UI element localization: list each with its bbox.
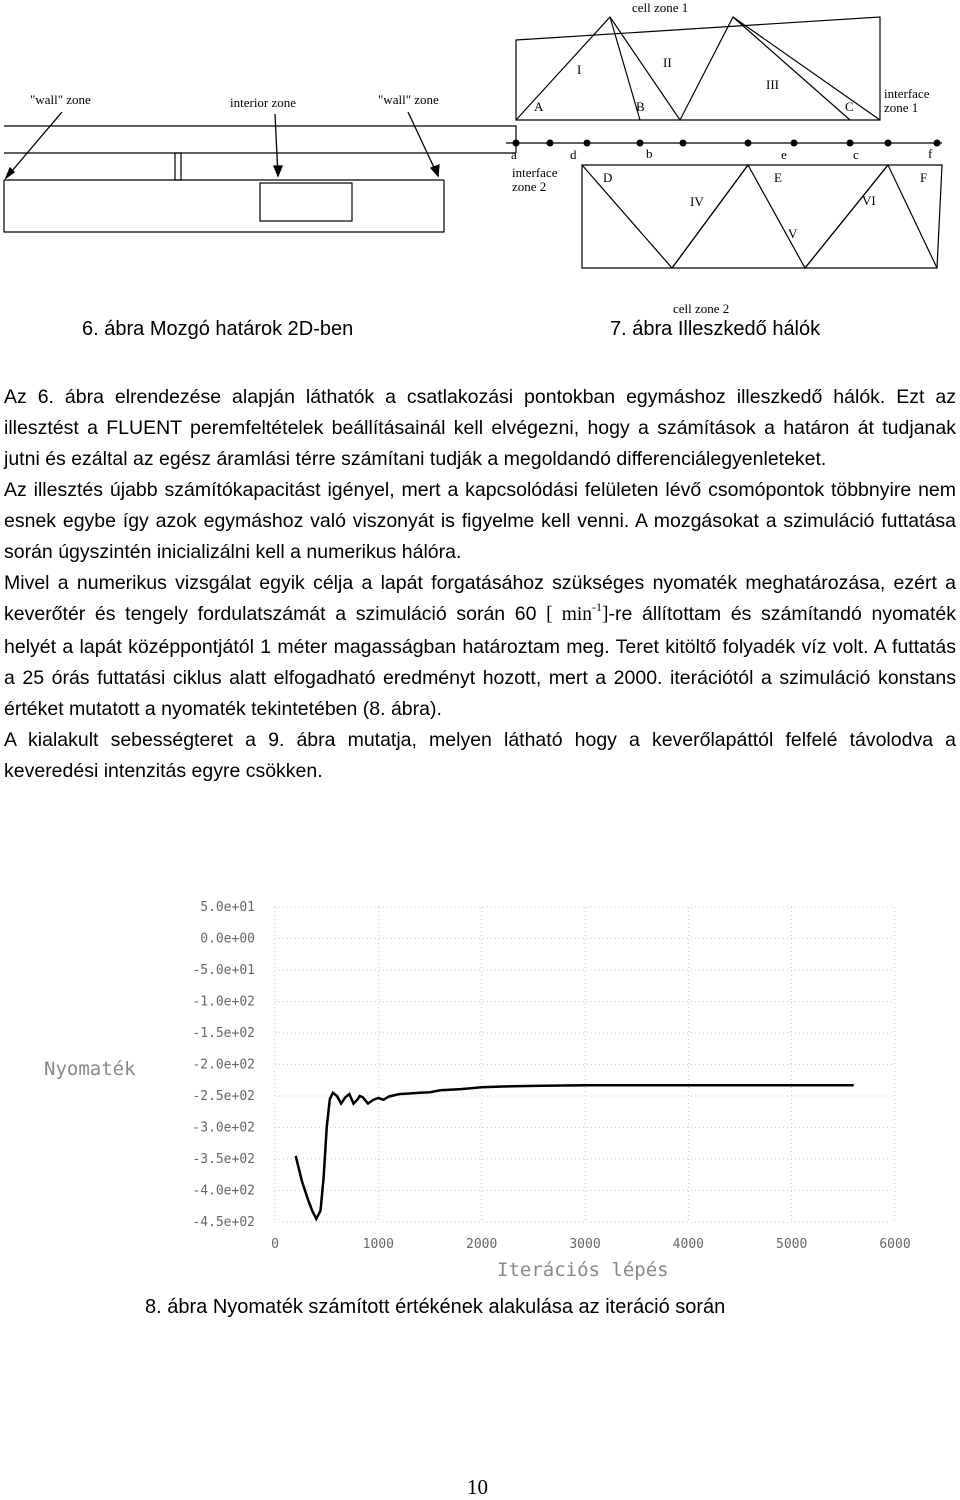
figure-8-caption: 8. ábra Nyomaték számított értékének alakulása az iteráció során [145,1296,726,1318]
chart-y-tick-label: -1.0e+02 [192,994,255,1010]
chart-x-tick-label: 0 [271,1237,279,1252]
fig7-node-f: f [928,146,933,161]
fig7-node-D: D [603,170,613,185]
paragraph-3-part-a: Mivel a numerikus vizsgálat egyik célja a lapát forgatásához szükséges nyomaték meghatározása, ezért a keverőtér és tengely fordulatszámát a szimuláció során 60 [4,572,956,625]
fig6-top-boundary [4,126,516,153]
chart-x-tick-label: 6000 [879,1237,911,1252]
fig7-node-A: A [534,99,544,114]
unit-min-inverse: [ $\min^{-1}$] [546,600,609,625]
chart-grid [275,907,895,1222]
chart-y-tick-label: -4.0e+02 [192,1183,255,1199]
fig7-node-d: d [570,147,577,162]
chart-y-tick-label: -3.5e+02 [192,1152,255,1167]
fig7-node-e: e [781,147,787,162]
fig7-cell-IV: IV [690,194,704,209]
chart-x-tick-label: 2000 [466,1237,498,1252]
chart-y-tick-label: 5.0e+01 [200,900,255,915]
body-text [4,382,956,787]
fig7-node-b: b [646,146,653,161]
fig7-cell-VI: VI [862,193,876,208]
chart-x-axis-title: Iterációs lépés [497,1259,669,1281]
fig7-node-F: F [920,170,928,185]
fig7-node-a: a [511,147,517,162]
paragraph-4: A kialakult sebességteret a 9. ábra mutatja, melyen látható hogy a keverőlapáttól felfelé távolodva a keveredési intenzitás egyre csökken. [4,729,956,782]
chart-y-tick-label: 0.0e+00 [200,931,255,947]
chart-x-tick-label: 5000 [776,1237,808,1252]
chart-y-tick-label: -2.5e+02 [192,1089,255,1104]
fig7-label-cell-zone-1: cell zone 1 [632,0,689,15]
figure-6-diagram [0,0,520,300]
fig7-node-C: C [845,99,854,114]
fig6-label-interior: interior zone [230,95,297,110]
fig7-label-interface-zone-2: interface zone 2 [512,165,558,194]
fig7-label-interface-zone-1: interface zone 1 [884,86,930,115]
fig7-node-B: B [636,99,645,114]
figure-6-caption: 6. ábra Mozgó határok 2D-ben [82,318,354,340]
paragraph-3 [4,568,956,725]
fig7-cell-I: I [577,62,582,77]
chart-x-tick-label: 3000 [569,1237,601,1252]
fig7-label-cell-zone-2: cell zone 2 [673,301,730,316]
chart-y-tick-label: -3.0e+02 [192,1120,255,1136]
fig7-cell-II: II [663,55,672,70]
chart-y-tick-label: -1.5e+02 [192,1026,255,1041]
paragraph-2: Az illesztés újabb számítókapacitást igényel, mert a kapcsolódási felületen lévő csomópontok többnyire nem esnek egybe így azok egymáshoz való viszonyát is figyelme kell venni. A mozgásokat a szimuláció futtatása során úgyszintén inicializálni kell a numerikus hálóra. [4,479,956,563]
fig6-label-wall-left: "wall" zone [30,92,91,107]
paragraph-1: Az 6. ábra elrendezése alapján láthatók a csatlakozási pontokban egymáshoz illeszkedő hálók. Ezt az illesztést a FLUENT peremfeltételek beállításainál kell elvégezni, hogy a számítások a határon át tudjanak jutni és ezáltal az egész áramlási térre számítani tudják a megoldandó differenciálegyenleteket. [4,386,956,470]
fig6-moving-box [260,183,352,221]
fig7-node-E: E [774,170,782,185]
fig7-cell-zone-1 [516,17,880,120]
chart-x-tick-labels [271,1237,911,1252]
chart-y-tick-label: -4.5e+02 [192,1215,255,1230]
fig6-label-wall-right: "wall" zone [378,92,439,107]
fig6-lower-boundary [4,180,444,232]
chart-y-tick-label: -5.0e+01 [192,963,255,978]
chart-x-tick-label: 1000 [362,1237,394,1252]
chart-y-tick-labels [192,900,255,1230]
figure-8-chart [0,880,960,1290]
figure-7-caption: 7. ábra Illeszkedő hálók [610,318,821,340]
fig7-node-c: c [853,147,859,162]
figure-7-diagram [500,0,960,300]
chart-y-axis-title: Nyomaték [44,1058,136,1080]
fig7-cell-zone-2 [582,165,942,268]
fig7-cell-III: III [766,77,779,92]
page-number: 10 [467,1475,488,1499]
chart-series-line [296,1085,854,1219]
chart-x-tick-label: 4000 [672,1237,704,1252]
paragraph-3-part-b: -re állítottam és számítandó nyomaték helyét a lapát középpontjától 1 méter magasságban határoztam meg. Teret kitöltő folyadék víz volt. A futtatás a 25 órás futtatási ciklus alatt elfogadható eredményt hozott, mert a 2000. iterációtól a szimuláció konstans értéket mutatott a nyomaték tekintetében (8. ábra). [4,603,956,720]
fig7-cell-V: V [788,226,798,241]
chart-y-tick-label: -2.0e+02 [192,1057,255,1073]
